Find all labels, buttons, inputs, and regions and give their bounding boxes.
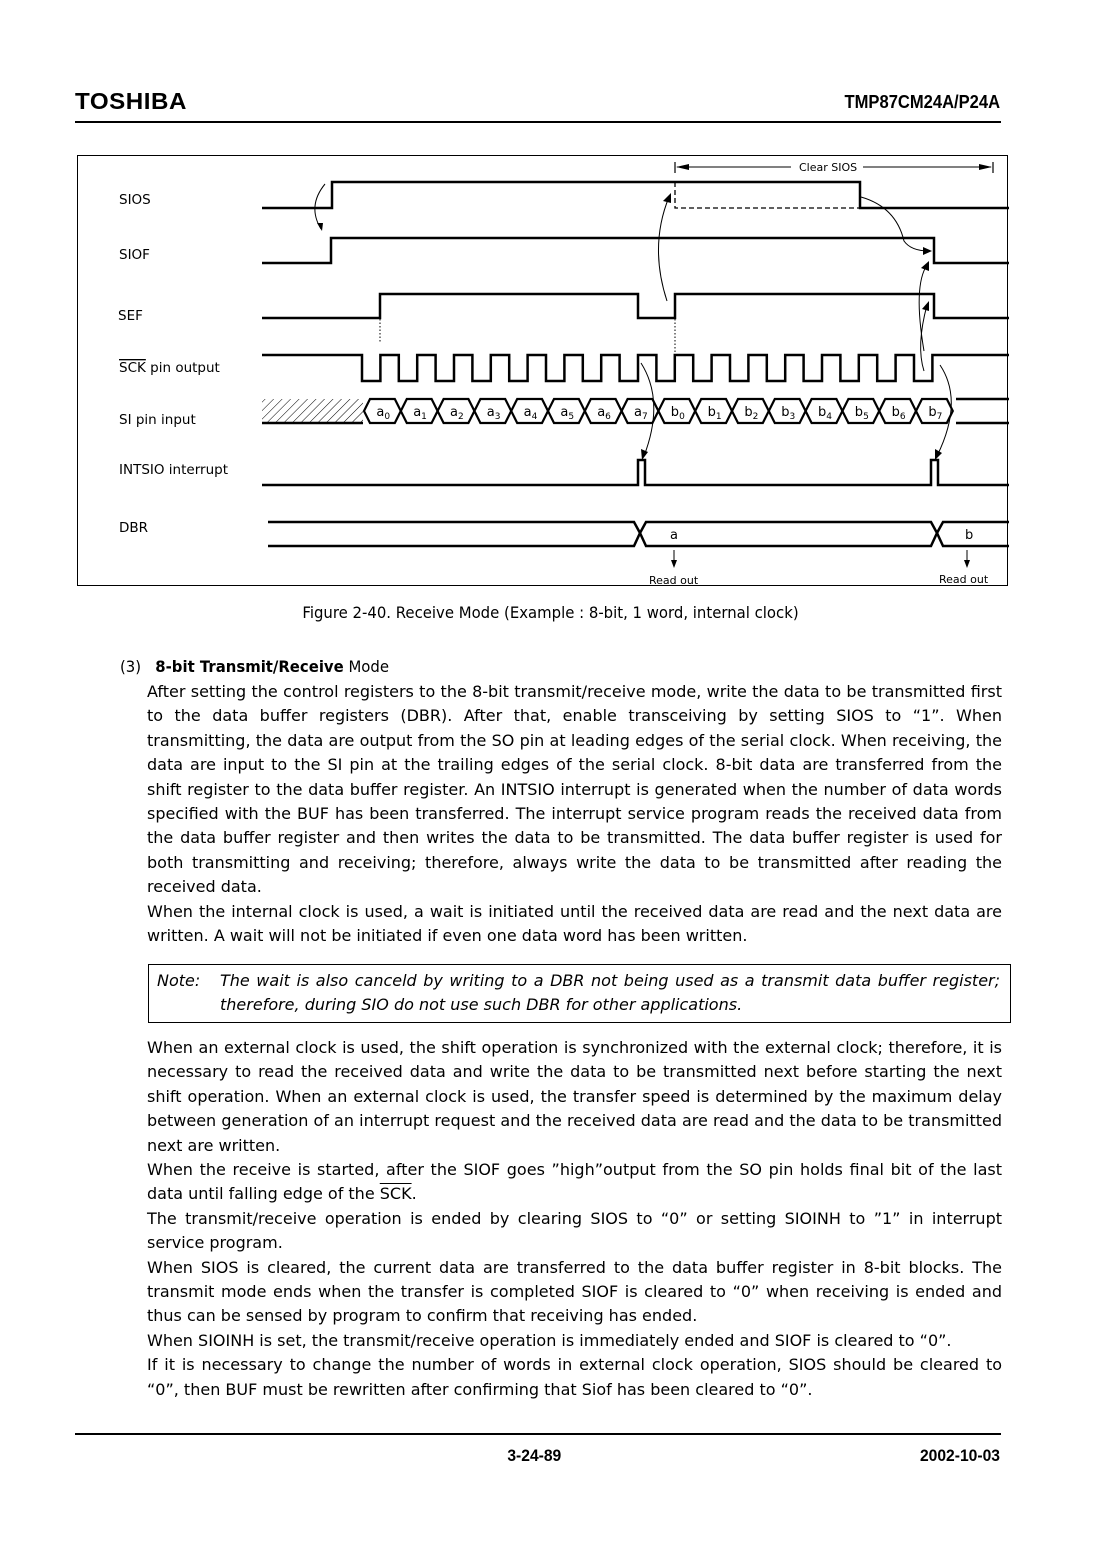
si-bit-label: $b_7$	[928, 405, 943, 422]
si-bit-label: $a_7$	[634, 405, 648, 422]
arrow-sios-clear-to-siof	[861, 197, 929, 251]
arrow-sck-to-intsio-b	[937, 365, 951, 456]
si-bit-label: $b_6$	[891, 405, 906, 422]
dbr-value-a: a	[670, 528, 678, 543]
body-block-1	[147, 680, 1002, 948]
timing-diagram	[78, 156, 1009, 587]
waveform-intsio	[262, 460, 1009, 485]
paragraph-sck-after: .	[411, 1184, 417, 1204]
label-intsio: INTSIO interrupt	[119, 462, 228, 478]
si-bit-label: $a_0$	[376, 405, 391, 422]
si-bit-label: $b_1$	[707, 405, 722, 422]
timing-diagram-frame	[77, 155, 1008, 586]
waveform-dbr-top	[268, 522, 1009, 533]
note-text: The wait is also canceld by writing to a DBR not being used as a transmit data buffer register; therefore, during SIO do not use such DBR for other applications.	[220, 971, 1000, 1015]
si-bit-label: $b_0$	[670, 405, 685, 422]
label-siof: SIOF	[119, 247, 150, 263]
waveform-dbr-bottom	[268, 533, 1009, 546]
figure-caption: Figure 2-40. Receive Mode (Example : 8-bit, 1 word, internal clock)	[302, 603, 799, 622]
si-bit-label: $b_2$	[744, 405, 759, 422]
read-out-arrowhead-b	[964, 560, 970, 568]
clear-sios-dimension	[675, 161, 993, 174]
label-sck-rest: pin output	[145, 360, 220, 376]
waveform-sck	[262, 355, 1009, 381]
si-bit-label: $a_1$	[413, 405, 427, 422]
paragraph: When an external clock is used, the shift operation is synchronized with the external clock; therefore, it is necessary to read the received data and write the data to be transmitted next before starting the next shift operation. When an external clock is used, the transfer speed is determined by the maximum delay between generation of an interrupt request and the received data are read and the data to be transmitted next are written.	[147, 1038, 1002, 1155]
brand-logo: TOSHIBA	[75, 88, 187, 114]
note-box	[148, 964, 1011, 1023]
read-out-label-a: Read out	[649, 574, 699, 587]
paragraph-sck	[147, 1158, 1002, 1207]
paragraph: When the internal clock is used, a wait is initiated until the received data are read and the next data are written. A wait will not be initiated if even one data word has been written.	[147, 901, 1002, 946]
section-title-bold: 8-bit Transmit/Receive	[155, 657, 344, 676]
label-sios: SIOS	[119, 192, 151, 208]
arrow-sck-to-intsio-a	[641, 363, 654, 456]
paragraph: The transmit/receive operation is ended by clearing SIOS to “0” or setting SIOINH to ”1” in interrupt service program.	[147, 1208, 1002, 1253]
si-bit-label: $a_5$	[560, 405, 575, 422]
section-number: (3)	[120, 657, 142, 676]
paragraph: When SIOINH is set, the transmit/receive operation is immediately ended and SIOF is cleared to “0”.	[147, 1330, 952, 1350]
label-sck	[119, 360, 220, 376]
part-number: TMP87CM24A/P24A	[844, 92, 1000, 112]
si-hatched-region	[262, 399, 363, 423]
label-si: SI pin input	[119, 412, 196, 428]
footer-rule	[75, 1433, 1001, 1435]
waveform-sef	[262, 294, 1009, 318]
si-bit-label: $a_2$	[450, 405, 464, 422]
waveform-siof	[262, 238, 1009, 263]
section-title-rest: Mode	[343, 657, 389, 676]
si-bit-label: $a_4$	[523, 405, 538, 422]
si-bit-cells	[364, 399, 953, 423]
read-out-label-b: Read out	[939, 573, 989, 586]
si-bit-label: $a_6$	[597, 405, 611, 422]
clear-sios-label: Clear SIOS	[799, 161, 858, 174]
footer-date: 2002-10-03	[919, 1446, 1000, 1465]
waveform-sios-dashed	[675, 182, 860, 208]
read-out-arrowhead-a	[671, 560, 677, 568]
paragraph: After setting the control registers to the 8-bit transmit/receive mode, write the data to be transmitted first to the data buffer registers (DBR). After that, enable transceiving by setting SIOS to “1”. When transmitting, the data are output from the SO pin at leading edges of the serial clock. When receiving, the data are input to the SI pin at the trailing edges of the serial clock. 8-bit data are transferred from the shift register to the data buffer register. An INTSIO interrupt is generated when the number of data words specified with the BUF has been transferred. The interrupt service program reads the received data from the data buffer register and then writes the data to be transmitted. The data buffer register is used for both transmitting and receiving; therefore, always write the data to be transmitted after reading the received data.	[147, 682, 1002, 897]
paragraph: If it is necessary to change the number of words in external clock operation, SIOS should be cleared to “0”, then BUF must be rewritten after confirming that Siof has been cleared to “0”.	[147, 1355, 1002, 1399]
label-sck-overline: SCK	[119, 360, 146, 376]
arrow-sef-to-sios	[658, 197, 669, 301]
si-bit-label: $b_4$	[818, 405, 832, 422]
page-number: 3-24-89	[507, 1446, 562, 1465]
section-heading	[120, 657, 389, 676]
si-bit-label: $a_3$	[486, 405, 501, 422]
si-bit-label: $b_3$	[781, 405, 796, 422]
paragraph: When SIOS is cleared, the current data are transferred to the data buffer register in 8-bit blocks. The transmit mode ends when the transfer is completed SIOF is cleared to “0” when receiving is ended and thus can be sensed by program to confirm that receiving has ended.	[147, 1257, 1002, 1326]
note-label: Note:	[157, 971, 201, 990]
label-dbr: DBR	[119, 520, 149, 536]
si-bit-label: $b_5$	[854, 405, 869, 422]
paragraph-sck-before: When the receive is started, after the SIOF goes ”high”output from the SO pin holds final bit of the last data until falling edge of the	[147, 1160, 1002, 1204]
paragraph-sck-overline: $\overline{SCK}$	[379, 1184, 412, 1204]
arrow-sios-to-siof	[315, 184, 325, 229]
header-rule	[75, 121, 1001, 123]
body-block-2	[147, 1036, 1002, 1402]
waveform-sios	[262, 182, 1009, 208]
label-sef: SEF	[118, 308, 143, 324]
dbr-value-b: b	[965, 528, 974, 543]
